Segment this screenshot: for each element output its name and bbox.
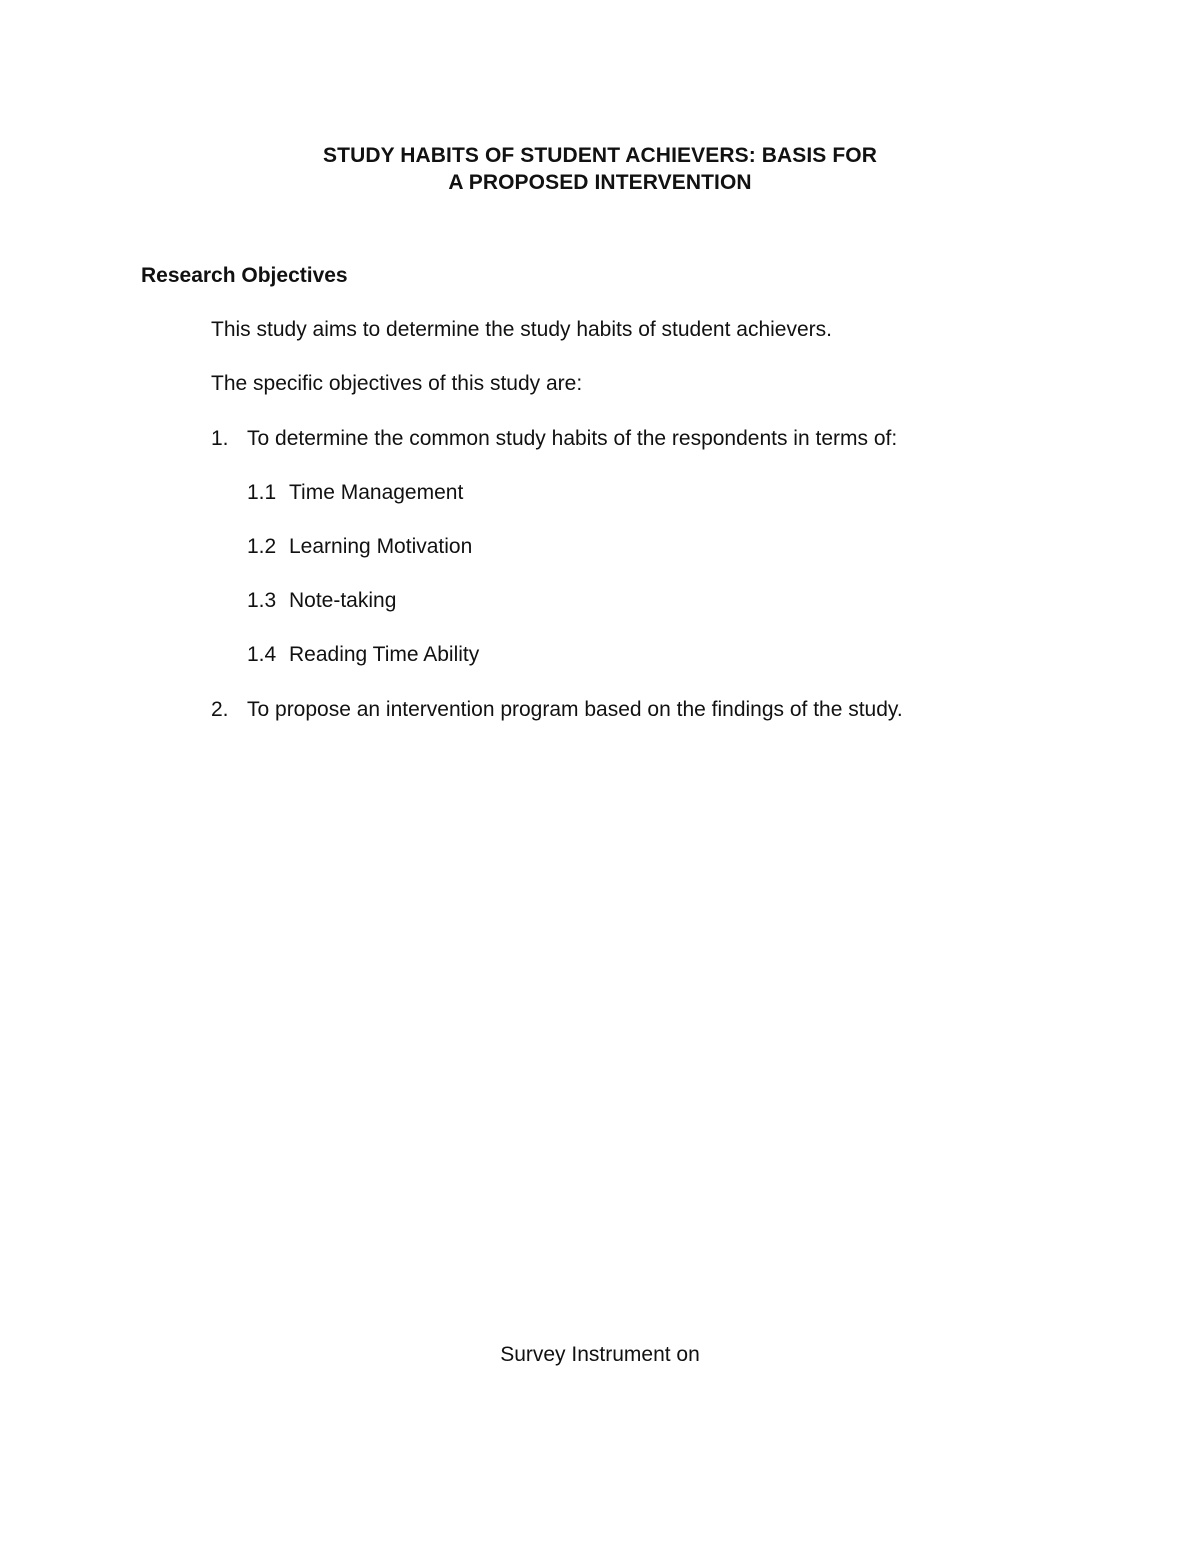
aim-paragraph: This study aims to determine the study habits of student achievers. [211,318,832,341]
document-title-line-2: A PROPOSED INTERVENTION [448,171,752,194]
section-heading: Research Objectives [141,264,348,287]
specific-objectives-intro: The specific objectives of this study are: [211,372,583,395]
sub-item-text: Note-taking [289,589,397,612]
sub-item-number: 1.1 [247,481,277,504]
sub-item-text: Learning Motivation [289,535,473,558]
objective-1-text: To determine the common study habits of the respondents in terms of: [247,427,898,450]
sub-item-number: 1.4 [247,643,277,666]
document-title-line-1: STUDY HABITS OF STUDENT ACHIEVERS: BASIS FOR [323,144,877,167]
survey-instrument-heading: Survey Instrument on [500,1343,700,1366]
sub-item-text: Reading Time Ability [289,643,480,666]
sub-item-number: 1.2 [247,535,277,558]
objective-2-text: To propose an intervention program based on the findings of the study. [247,698,903,721]
objective-2-number: 2. [211,698,229,721]
sub-item-number: 1.3 [247,589,277,612]
sub-item [247,641,479,669]
sub-item [247,587,396,615]
sub-item-text: Time Management [289,481,464,504]
objective-1-number: 1. [211,427,229,450]
sub-item [247,479,463,507]
sub-item [247,533,472,561]
